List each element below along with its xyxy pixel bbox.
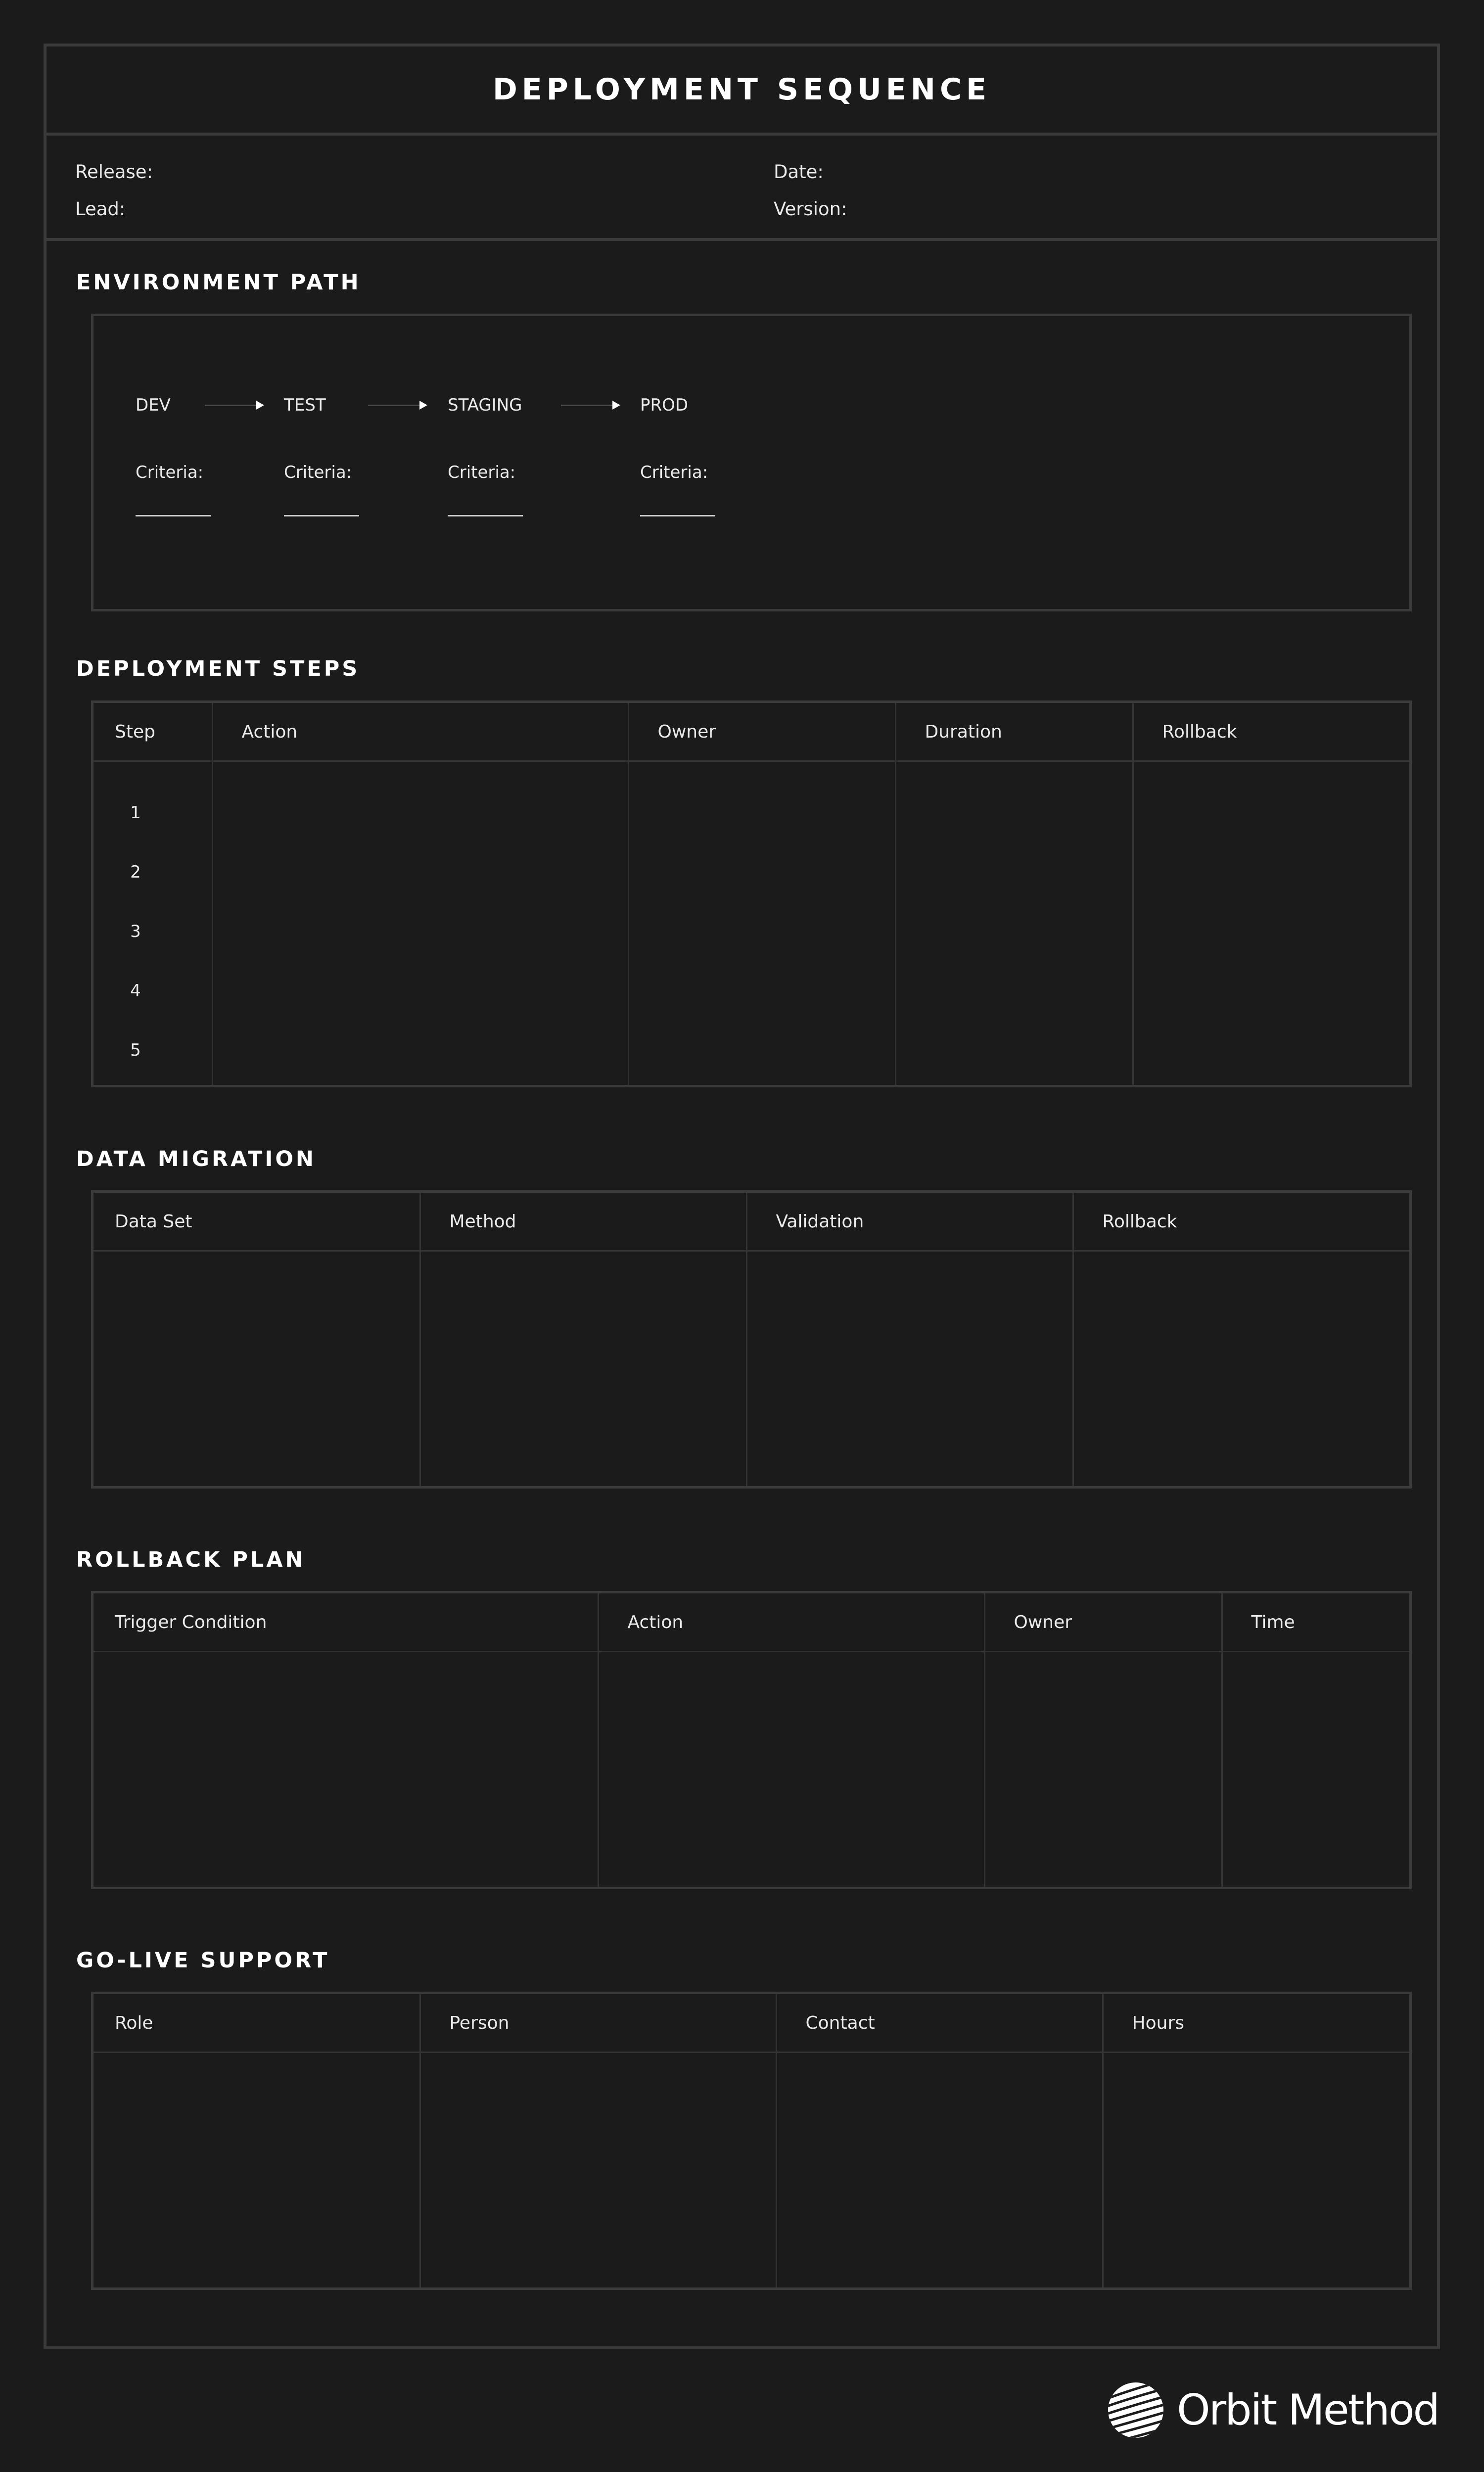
criteria-blank-line[interactable] <box>640 515 715 516</box>
data-migration-heading: DATA MIGRATION <box>76 1147 316 1171</box>
column-header-validation: Validation <box>746 1193 1073 1251</box>
stage-test: TEST <box>284 395 326 415</box>
go-live-support-table <box>91 1992 1412 2290</box>
criteria-blank-line[interactable] <box>284 515 359 516</box>
step-number: 1 <box>130 803 141 823</box>
column-header-rollback: Rollback <box>1133 703 1409 761</box>
rollback-cell[interactable] <box>1073 1251 1409 1487</box>
column-header-trigger-condition: Trigger Condition <box>93 1593 598 1652</box>
deployment-steps-table <box>91 700 1412 1087</box>
date-label: Date: <box>774 161 824 183</box>
stage-dev: DEV <box>136 395 171 415</box>
criteria-label: Criteria: <box>284 463 352 482</box>
stage-prod: PROD <box>640 395 689 415</box>
duration-cell[interactable] <box>895 761 1133 1085</box>
title-band <box>46 47 1437 136</box>
column-header-step: Step <box>93 703 212 761</box>
go-live-support-heading: GO-LIVE SUPPORT <box>76 1948 330 1973</box>
version-label: Version: <box>774 198 847 220</box>
stage-staging: STAGING <box>448 395 522 415</box>
column-header-duration: Duration <box>895 703 1133 761</box>
column-header-method: Method <box>420 1193 746 1251</box>
criteria-blank-line[interactable] <box>448 515 523 516</box>
step-number: 3 <box>130 922 141 941</box>
method-cell[interactable] <box>420 1251 746 1487</box>
owner-cell[interactable] <box>984 1652 1222 1887</box>
deployment-steps-heading: DEPLOYMENT STEPS <box>76 656 360 681</box>
document-frame <box>44 44 1440 2349</box>
lead-label: Lead: <box>75 198 126 220</box>
rollback-cell[interactable] <box>1133 761 1409 1085</box>
column-header-contact: Contact <box>776 1994 1103 2052</box>
column-header-owner: Owner <box>984 1593 1222 1652</box>
trigger-condition-cell[interactable] <box>93 1652 598 1887</box>
owner-cell[interactable] <box>628 761 895 1085</box>
column-header-action: Action <box>212 703 628 761</box>
column-header-owner: Owner <box>628 703 895 761</box>
step-number: 5 <box>130 1040 141 1060</box>
column-header-action: Action <box>598 1593 984 1652</box>
column-header-time: Time <box>1222 1593 1409 1652</box>
data-set-cell[interactable] <box>93 1251 420 1487</box>
column-header-rollback: Rollback <box>1073 1193 1409 1251</box>
meta-band <box>46 136 1437 241</box>
arrow-icon <box>368 400 427 410</box>
criteria-label: Criteria: <box>136 463 204 482</box>
action-cell[interactable] <box>598 1652 984 1887</box>
step-number: 2 <box>130 862 141 882</box>
column-header-role: Role <box>93 1994 420 2052</box>
release-label: Release: <box>75 161 153 183</box>
arrow-icon <box>561 400 620 410</box>
criteria-blank-line[interactable] <box>136 515 211 516</box>
hours-cell[interactable] <box>1103 2052 1409 2288</box>
step-number-cell <box>93 761 212 1085</box>
role-cell[interactable] <box>93 2052 420 2288</box>
step-number: 4 <box>130 981 141 1001</box>
column-header-hours: Hours <box>1103 1994 1409 2052</box>
environment-path-heading: ENVIRONMENT PATH <box>76 270 361 295</box>
brand-logo <box>1107 2380 1438 2440</box>
validation-cell[interactable] <box>746 1251 1073 1487</box>
column-header-data-set: Data Set <box>93 1193 420 1251</box>
page-title: DEPLOYMENT SEQUENCE <box>492 72 991 107</box>
action-cell[interactable] <box>212 761 628 1085</box>
criteria-label: Criteria: <box>640 463 708 482</box>
brand-name: Orbit Method <box>1177 2385 1439 2435</box>
environment-path-box <box>91 314 1412 611</box>
orbit-sphere-icon <box>1107 2381 1165 2439</box>
person-cell[interactable] <box>420 2052 776 2288</box>
time-cell[interactable] <box>1222 1652 1409 1887</box>
column-header-person: Person <box>420 1994 776 2052</box>
rollback-plan-table <box>91 1591 1412 1889</box>
arrow-icon <box>205 400 264 410</box>
criteria-label: Criteria: <box>448 463 516 482</box>
data-migration-table <box>91 1190 1412 1489</box>
rollback-plan-heading: ROLLBACK PLAN <box>76 1547 306 1572</box>
contact-cell[interactable] <box>776 2052 1103 2288</box>
